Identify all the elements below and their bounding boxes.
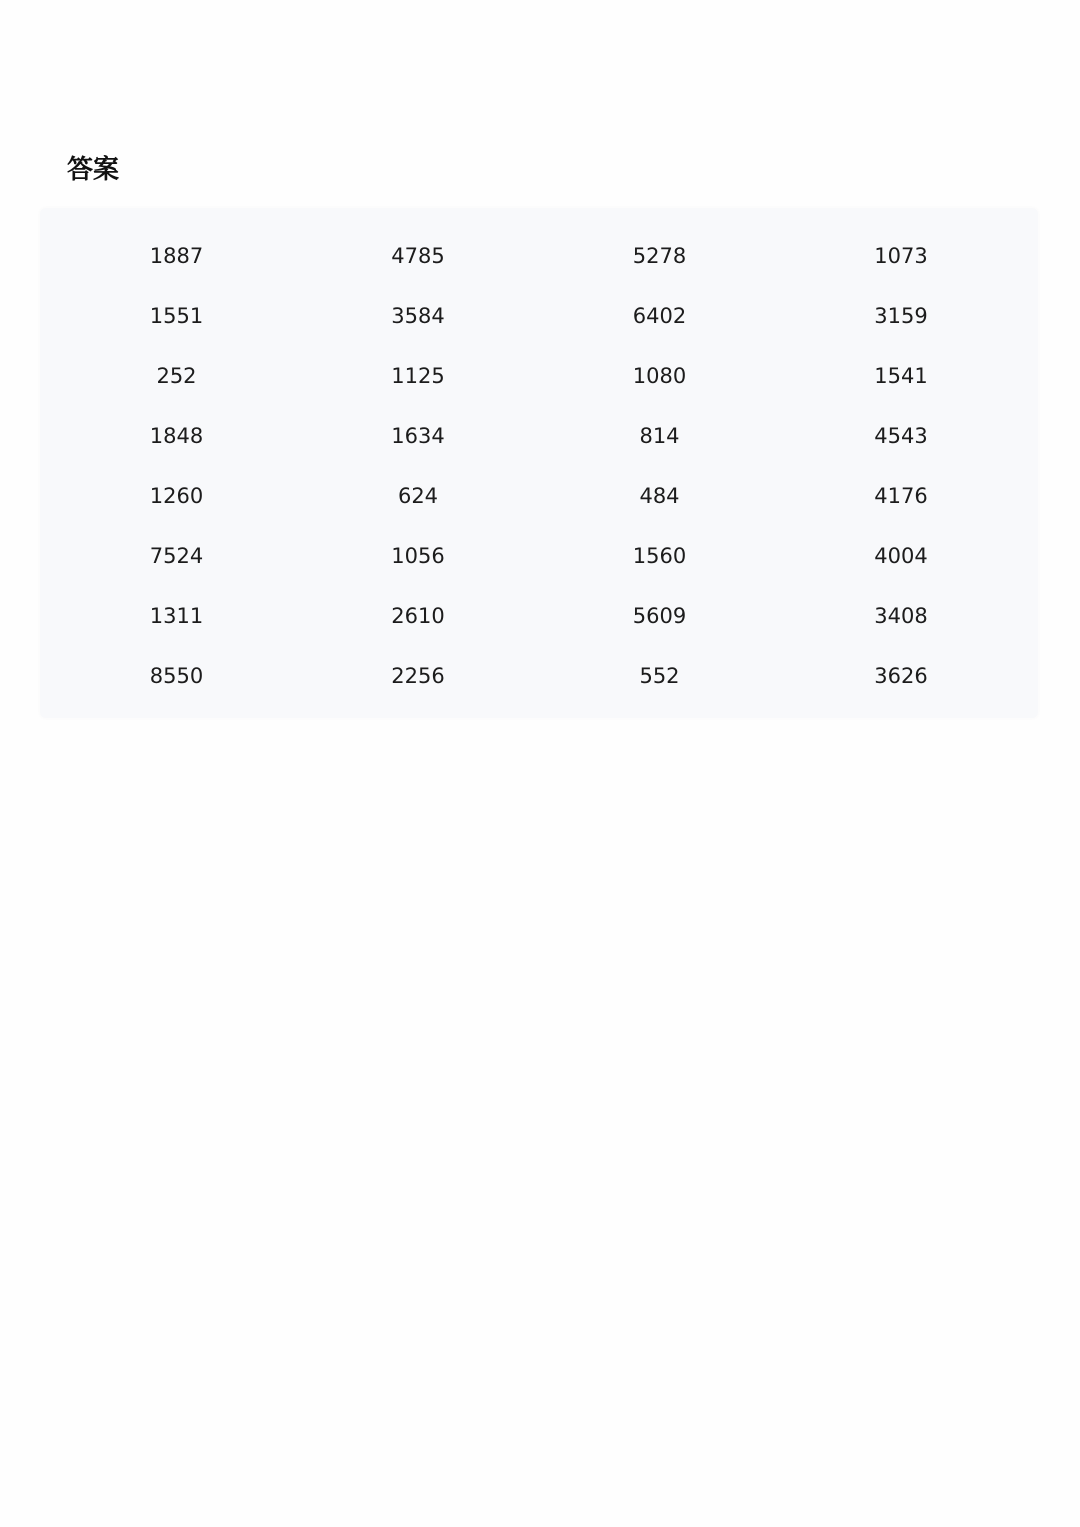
answer-cell: 624 [397,484,439,508]
answer-cell: 3584 [391,304,445,328]
answer-cell: 484 [639,484,680,508]
answer-cell: 1887 [149,244,204,268]
answer-cell: 1560 [632,544,687,568]
answer-cell: 4004 [874,544,928,568]
answer-panel [40,208,1038,718]
answer-grid [97,226,1063,706]
answer-cell: 1551 [149,304,204,328]
answer-cell: 4176 [874,484,928,508]
answer-cell: 2256 [391,664,445,688]
answer-cell: 1056 [391,544,445,568]
answer-cell: 6402 [632,304,687,328]
answer-cell: 5609 [632,604,687,628]
answer-cell: 3626 [874,664,928,688]
answer-cell: 1260 [149,484,204,508]
answer-cell: 2610 [391,604,445,628]
answer-cell: 1073 [874,244,928,268]
answer-cell: 3159 [874,304,928,328]
answer-cell: 814 [639,424,680,448]
answer-cell: 4785 [391,244,445,268]
answer-cell: 1541 [874,364,928,388]
answer-cell: 5278 [632,244,687,268]
answer-cell: 3408 [874,604,928,628]
answer-cell: 1634 [391,424,445,448]
answer-cell: 4543 [874,424,928,448]
answer-section-title: 答案 [67,155,120,185]
answer-cell: 1125 [391,364,445,388]
answer-cell: 252 [156,364,197,388]
answer-cell: 7524 [149,544,204,568]
answer-cell: 1311 [149,604,204,628]
answer-cell: 1080 [632,364,687,388]
answer-cell: 8550 [149,664,204,688]
answer-cell: 1848 [149,424,204,448]
answer-cell: 552 [639,664,680,688]
